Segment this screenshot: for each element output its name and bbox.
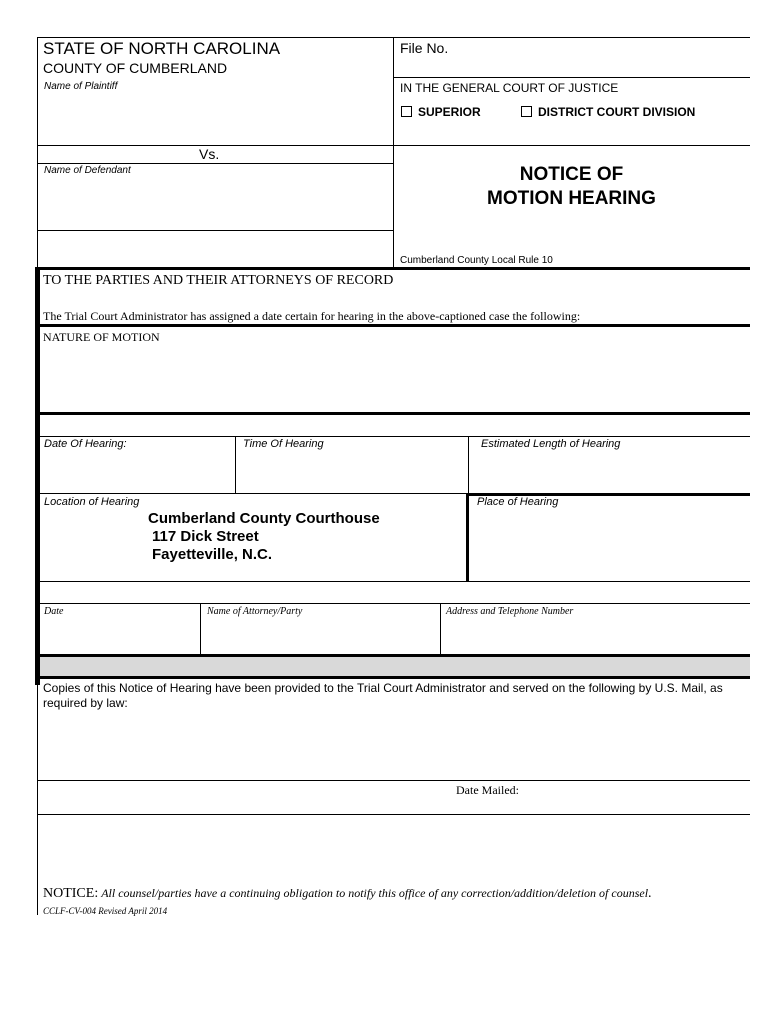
- plaintiff-field[interactable]: [40, 95, 390, 143]
- notice-title-line1: NOTICE OF: [519, 164, 624, 185]
- time-of-hearing-field[interactable]: [238, 454, 465, 490]
- date-of-hearing-label: Date Of Hearing:: [44, 438, 127, 450]
- district-checkbox[interactable]: [521, 106, 532, 117]
- courthouse-street: 117 Dick Street: [152, 528, 259, 545]
- time-of-hearing-label: Time Of Hearing: [243, 438, 324, 450]
- district-label: DISTRICT COURT DIVISION: [538, 105, 696, 119]
- attorney-address-field[interactable]: [442, 620, 747, 652]
- date-mailed-label: Date Mailed:: [456, 783, 519, 797]
- attorney-name-header: Name of Attorney/Party: [207, 606, 303, 617]
- plaintiff-label: Name of Plaintiff: [44, 81, 118, 92]
- courthouse-name: Cumberland County Courthouse: [148, 510, 380, 527]
- county-heading: COUNTY OF CUMBERLAND: [43, 60, 228, 76]
- district-option[interactable]: [521, 105, 695, 119]
- location-of-hearing-label: Location of Hearing: [44, 496, 140, 508]
- attorney-date-field[interactable]: [40, 620, 198, 652]
- file-no-label: File No.: [400, 40, 449, 56]
- state-heading: STATE OF NORTH CAROLINA: [43, 39, 281, 58]
- superior-option[interactable]: [401, 105, 481, 119]
- notice-title-line2: MOTION HEARING: [487, 188, 656, 209]
- place-of-hearing-field[interactable]: [472, 512, 747, 578]
- notice-footer: [43, 886, 652, 902]
- estimated-length-label: Estimated Length of Hearing: [481, 438, 621, 450]
- form-id: CCLF-CV-004 Revised April 2014: [43, 906, 168, 916]
- attorney-name-field[interactable]: [202, 620, 438, 652]
- nature-of-motion-field[interactable]: [42, 346, 747, 408]
- defendant-field[interactable]: [40, 178, 390, 228]
- vs-label: Vs.: [199, 146, 220, 162]
- attorney-address-header: Address and Telephone Number: [446, 606, 574, 617]
- attorney-date-header: Date: [44, 606, 64, 617]
- estimated-length-field[interactable]: [471, 454, 747, 490]
- place-of-hearing-label: Place of Hearing: [477, 496, 559, 508]
- file-no-field[interactable]: [460, 40, 745, 74]
- superior-checkbox[interactable]: [401, 106, 412, 117]
- defendant-label: Name of Defendant: [44, 165, 131, 176]
- date-mailed-field[interactable]: [530, 783, 745, 811]
- to-parties-heading: TO THE PARTIES AND THEIR ATTORNEYS OF RECORD: [43, 273, 394, 288]
- served-parties-field[interactable]: [40, 714, 747, 776]
- superior-label: SUPERIOR: [418, 105, 481, 119]
- local-rule-label: Cumberland County Local Rule 10: [400, 255, 553, 266]
- copies-served-text: Copies of this Notice of Hearing have been provided to the Trial Court Administrator and served on the following by U.S. Mail, as required by law:: [43, 681, 723, 710]
- nature-of-motion-label: NATURE OF MOTION: [43, 330, 160, 344]
- notice-footer-text: All counsel/parties have a continuing obligation to notify this office of any correction/addition/deletion of counsel: [101, 886, 649, 900]
- notice-footer-end: .: [648, 886, 652, 901]
- court-name: IN THE GENERAL COURT OF JUSTICE: [400, 81, 619, 95]
- date-of-hearing-field[interactable]: [40, 454, 232, 490]
- notice-footer-label: NOTICE:: [43, 886, 99, 901]
- assigned-text: The Trial Court Administrator has assigned a date certain for hearing in the above-captioned case the following:: [43, 309, 581, 323]
- courthouse-city: Fayetteville, N.C.: [152, 546, 273, 563]
